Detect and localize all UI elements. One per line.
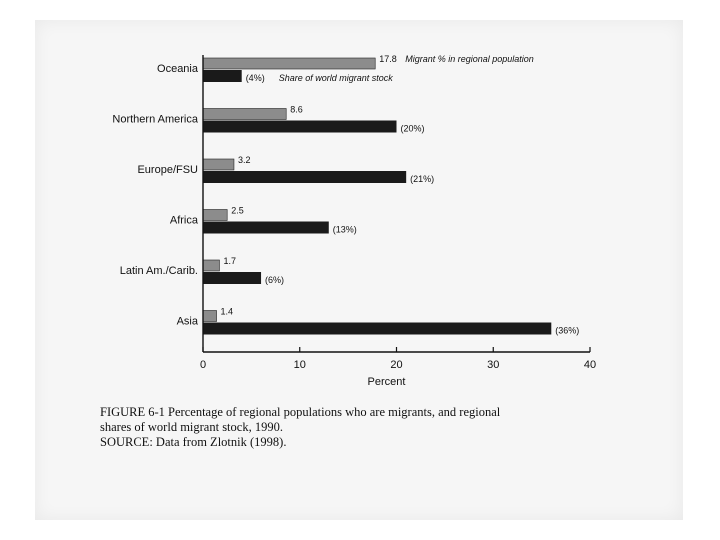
bar-world-share	[203, 121, 397, 133]
bar-share-label: (6%)	[265, 275, 285, 285]
x-tick-label: 30	[487, 359, 500, 371]
figure-caption	[100, 405, 620, 450]
bar-migrant-percent	[203, 260, 219, 271]
bar-share-label: (21%)	[410, 174, 435, 184]
category-label: Oceania	[157, 63, 198, 75]
bar-world-share	[203, 171, 406, 183]
category-label: Africa	[169, 214, 198, 227]
bar-value-label: 3.2	[237, 155, 251, 165]
x-axis-title: Percent	[367, 376, 406, 388]
bar-value-label: 8.6	[290, 104, 303, 115]
category-label: Northern America	[112, 113, 198, 126]
x-tick-label: 10	[293, 359, 306, 371]
bar-value-label: 1.4	[220, 306, 234, 317]
bar-migrant-percent	[203, 210, 227, 221]
bar-value-label: 1.7	[223, 256, 236, 266]
bar-migrant-percent	[203, 159, 234, 170]
annotation-world-share: Share of world migrant stock	[278, 73, 393, 83]
bar-value-label: 2.5	[231, 205, 244, 216]
bar-share-label: (13%)	[332, 224, 357, 235]
bars	[203, 58, 551, 335]
bar-share-label: (4%)	[245, 73, 265, 83]
bar-world-share	[203, 323, 551, 335]
x-axis-ticks	[200, 347, 596, 371]
bar-migrant-percent	[203, 58, 375, 69]
category-labels	[112, 63, 198, 328]
bar-world-share	[203, 272, 261, 284]
category-label: Asia	[176, 315, 198, 328]
caption-line-2: shares of world migrant stock, 1990.	[100, 420, 283, 434]
axes	[203, 55, 590, 352]
bar-world-share	[203, 70, 242, 82]
bar-world-share	[203, 222, 329, 234]
x-tick-label: 20	[390, 359, 403, 371]
bar-migrant-percent	[203, 311, 217, 322]
annotation-migrant-percent: Migrant % in regional population	[405, 54, 534, 64]
bar-migrant-percent	[203, 109, 286, 120]
caption-line-3: SOURCE: Data from Zlotnik (1998).	[100, 435, 287, 449]
x-tick-label: 40	[583, 359, 597, 371]
x-tick-label: 0	[199, 359, 207, 371]
bar-value-label: 17.8	[379, 54, 397, 64]
category-label: Europe/FSU	[137, 164, 198, 176]
caption-line-1: FIGURE 6-1 Percentage of regional populations who are migrants, and regional	[100, 405, 501, 419]
bar-share-label: (36%)	[555, 325, 580, 336]
category-label: Latin Am./Carib.	[119, 265, 198, 277]
bar-share-label: (20%)	[400, 123, 425, 134]
bar-value-labels	[221, 54, 580, 336]
